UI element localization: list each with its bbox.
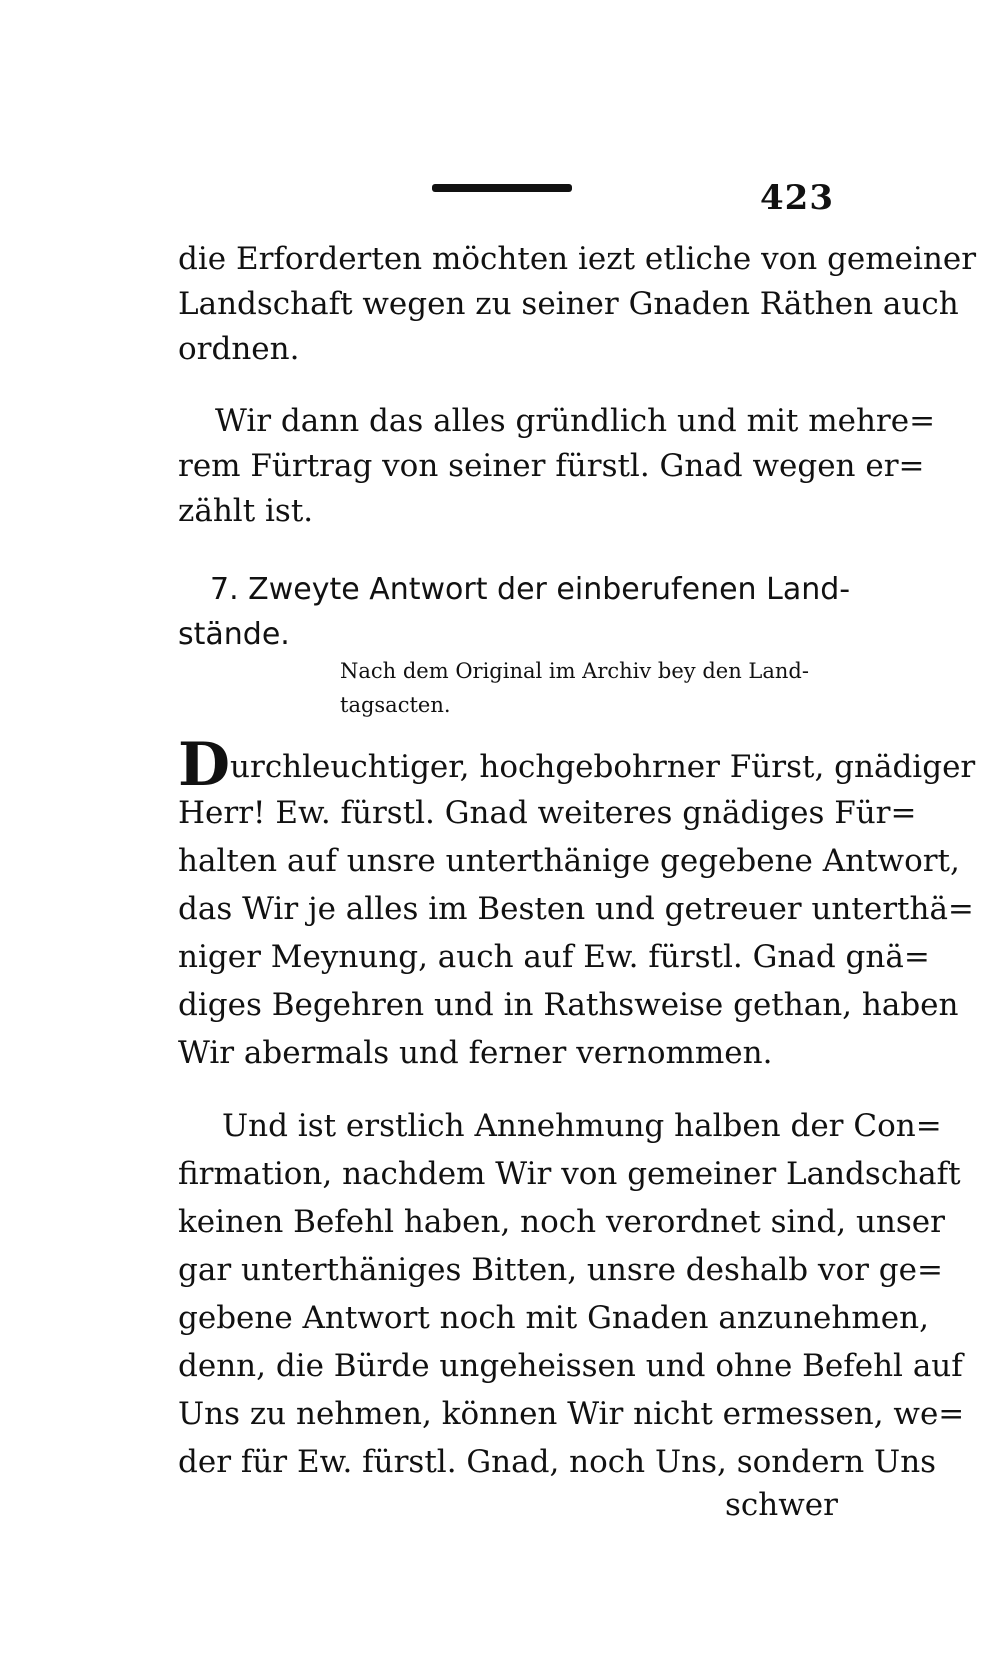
text-line: Wir abermals und ferner vernommen. xyxy=(178,1035,773,1071)
text-line: die Erforderten möchten iezt etliche von gemeiner xyxy=(178,241,977,277)
text-line: keinen Befehl haben, noch verordnet sind, unser xyxy=(178,1204,945,1240)
header-rule xyxy=(432,184,572,192)
source-note-continued: tagsacten. xyxy=(340,693,451,717)
text-line: gar unterthäniges Bitten, unsre deshalb vor ge= xyxy=(178,1252,943,1288)
text-line: Wir dann das alles gründlich und mit mehre= xyxy=(215,403,936,439)
text-line-rest: urchleuchtiger, hochgebohrner Fürst, gnädiger xyxy=(230,749,976,785)
page-number: 423 xyxy=(760,178,834,218)
text-line: das Wir je alles im Besten und getreuer unterthä= xyxy=(178,891,974,927)
text-line: niger Meynung, auch auf Ew. fürstl. Gnad gnä= xyxy=(178,939,930,975)
text-line: der für Ew. fürstl. Gnad, noch Uns, sondern Uns xyxy=(178,1444,937,1480)
section-heading-continued: stände. xyxy=(178,617,290,652)
text-line: ordnen. xyxy=(178,331,300,367)
text-line: Uns zu nehmen, können Wir nicht ermessen, we= xyxy=(178,1396,965,1432)
text-line: halten auf unsre unterthänige gegebene Antwort, xyxy=(178,843,960,879)
text-line: Landschaft wegen zu seiner Gnaden Räthen auch xyxy=(178,286,959,322)
drop-cap: D xyxy=(178,730,231,800)
text-line: Herr! Ew. fürstl. Gnad weiteres gnädiges Für= xyxy=(178,795,917,831)
text-line: rem Fürtrag von seiner fürstl. Gnad wegen er= xyxy=(178,448,925,484)
text-line: denn, die Bürde ungeheissen und ohne Befehl auf xyxy=(178,1348,963,1384)
text-line: Und ist erstlich Annehmung halben der Con= xyxy=(222,1108,942,1144)
text-line: gebene Antwort noch mit Gnaden anzunehmen, xyxy=(178,1300,929,1336)
text-line-first xyxy=(178,730,976,800)
source-note: Nach dem Original im Archiv bey den Land- xyxy=(340,659,809,683)
text-line: firmation, nachdem Wir von gemeiner Landschaft xyxy=(178,1156,961,1192)
text-line: zählt ist. xyxy=(178,493,314,529)
text-line: diges Begehren und in Rathsweise gethan, haben xyxy=(178,987,959,1023)
catchword: schwer xyxy=(725,1487,838,1523)
section-heading: 7. Zweyte Antwort der einberufenen Land- xyxy=(210,572,851,607)
